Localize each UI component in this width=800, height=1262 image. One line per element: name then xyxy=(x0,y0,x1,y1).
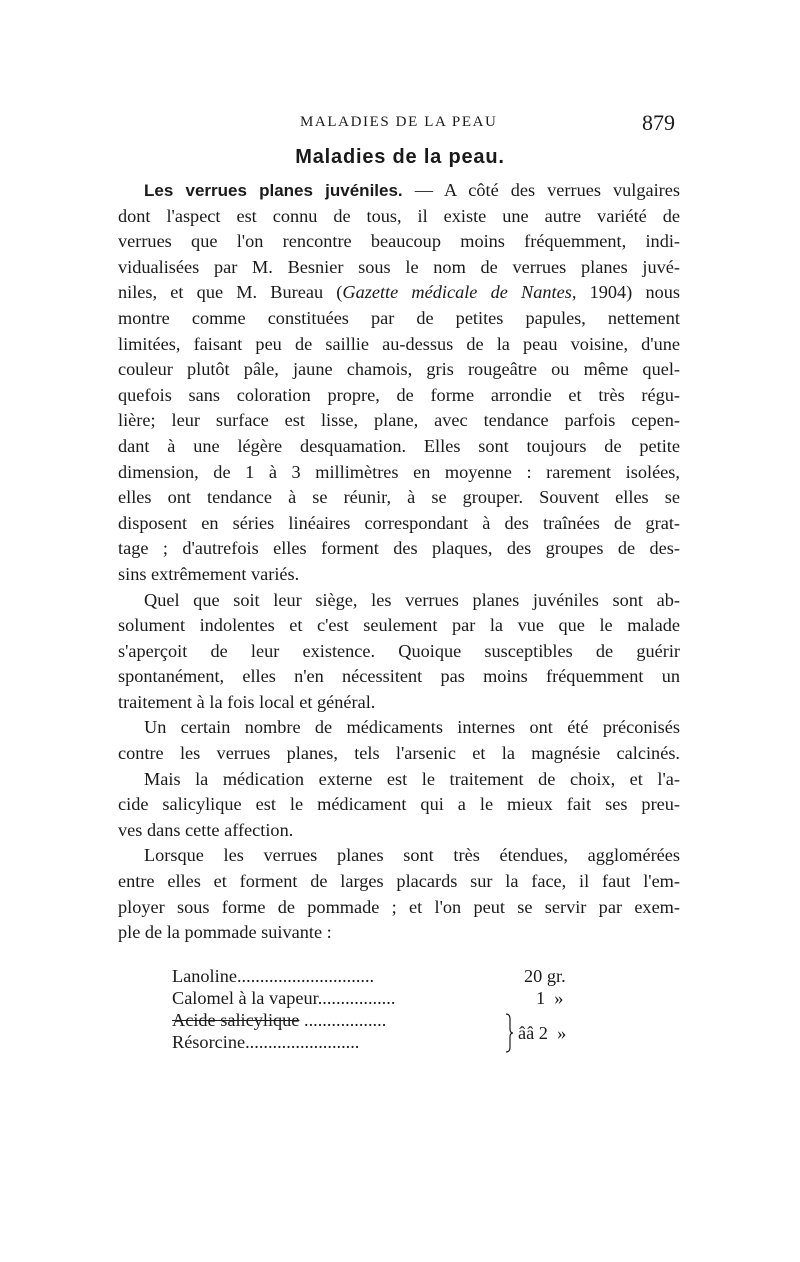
text-line: elles ont tendance à se réunir, à se grouper. Souvent elles se xyxy=(118,487,680,508)
text-line: niles, et que M. Bureau (Gazette médicale de Nantes, 1904) nous xyxy=(118,282,680,303)
leader-dots: ................. xyxy=(317,988,396,1008)
text-line: traitement à la fois local et général. xyxy=(118,691,376,712)
ingredient-name: Calomel à la vapeur xyxy=(172,988,318,1008)
text-line: Mais la médication externe est le traitement de choix, et l'a- xyxy=(144,768,680,789)
text-line: vidualisées par M. Besnier sous le nom de verrues planes juvé- xyxy=(118,256,680,277)
text-line: Les verrues planes juvéniles. — A côté des verrues vulgaires xyxy=(144,180,680,200)
text-line: cide salicylique est le médicament qui a le mieux fait ses preu- xyxy=(118,794,680,815)
leader-dots: ......................... xyxy=(245,1032,360,1052)
text-line: lière; leur surface est lisse, plane, avec tendance parfois cepen- xyxy=(118,410,680,431)
text-line: ployer sous forme de pommade ; et l'on peut se servir par exem- xyxy=(118,896,680,917)
text-line: ves dans cette affection. xyxy=(118,819,294,840)
text-line: s'aperçoit de leur existence. Quoique susceptibles de guérir xyxy=(118,640,680,661)
ingredient-name: Acide salicylique xyxy=(172,1010,300,1030)
text-line: Lorsque les verrues planes sont très étendues, agglomérées xyxy=(144,845,680,866)
shared-quantity: ââ 2 xyxy=(518,1023,548,1043)
running-title: MALADIES DE LA PEAU xyxy=(300,114,498,130)
brace-icon xyxy=(504,1013,514,1053)
text-line: entre elles et forment de larges placards sur la face, il faut l'em- xyxy=(118,871,680,892)
prescription xyxy=(172,966,652,1054)
section-title: Maladies de la peau. xyxy=(295,146,505,168)
text-line: verrues que l'on rencontre beaucoup moins fréquemment, indi- xyxy=(118,231,680,252)
text-line: solument indolentes et c'est seulement par la vue que le malade xyxy=(118,615,680,636)
text-line: Quel que soit leur siège, les verrues planes juvéniles sont ab- xyxy=(144,589,680,610)
prescription-row xyxy=(172,1032,652,1054)
running-head xyxy=(0,112,800,136)
shared-unit: » xyxy=(557,1023,567,1043)
text-line: disposent en séries linéaires correspondant à des traînées de grat- xyxy=(118,512,680,533)
text-line: montre comme constituées par de petites papules, nettement xyxy=(118,307,680,328)
text-line: contre les verrues planes, tels l'arsenic et la magnésie calcinés. xyxy=(118,743,680,764)
text-line: dimension, de 1 à 3 millimètres en moyenne : rarement isolées, xyxy=(118,461,680,482)
text-line: sins extrêmement variés. xyxy=(118,563,300,584)
ingredient-quantity: 1 xyxy=(536,988,546,1008)
text-line: ple de la pommade suivante : xyxy=(118,922,332,943)
page-number: 879 xyxy=(642,110,675,135)
journal-citation: Gazette médicale de Nantes, xyxy=(342,282,577,303)
text-line: limitées, faisant peu de saillie au-dessus de la peau voisine, d'une xyxy=(118,333,680,354)
ingredient-quantity: 20 xyxy=(524,966,543,986)
ingredient-unit: » xyxy=(554,988,564,1008)
ingredient-name: Lanoline xyxy=(172,966,237,986)
prescription-row xyxy=(172,988,652,1010)
ingredient-unit: gr. xyxy=(546,966,566,986)
prescription-row xyxy=(172,966,652,988)
prescription-row xyxy=(172,1010,652,1032)
text-line: couleur plutôt pâle, jaune chamois, gris rougeâtre ou même quel- xyxy=(118,359,680,380)
text-line: quefois sans coloration propre, de forme arrondie et très régu- xyxy=(118,384,680,405)
text-line: dant à une légère desquamation. Elles sont toujours de petite xyxy=(118,435,680,456)
text-line: Un certain nombre de médicaments internes ont été préconisés xyxy=(144,717,680,738)
leader-dots: .............................. xyxy=(236,966,375,986)
text-line: dont l'aspect est connu de tous, il existe une autre variété de xyxy=(118,205,680,226)
leader-dots: .................. xyxy=(304,1010,387,1030)
lead-term: Les verrues planes juvéniles. xyxy=(144,181,403,200)
body-text xyxy=(118,178,680,946)
ingredient-name: Résorcine xyxy=(172,1032,246,1052)
text-line: tage ; d'autrefois elles forment des plaques, des groupes de des- xyxy=(118,538,680,559)
text-line: spontanément, elles n'en nécessitent pas moins fréquemment un xyxy=(118,666,680,687)
